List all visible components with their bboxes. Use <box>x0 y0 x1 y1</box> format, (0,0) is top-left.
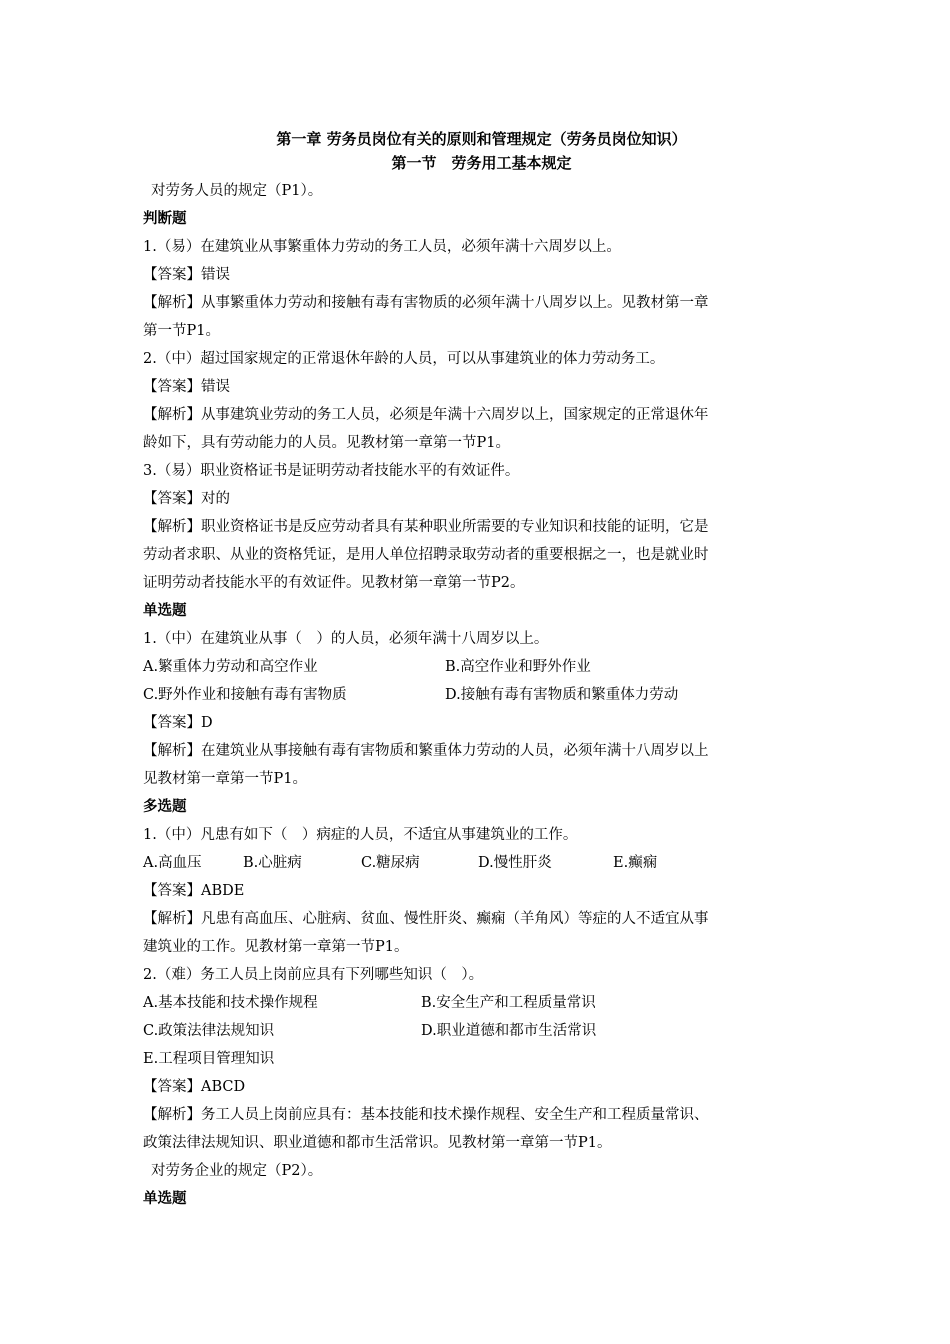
multi-q1: 1.（中）凡患有如下（ ）病症的人员，不适宜从事建筑业的工作。 <box>143 827 578 843</box>
judge-a3: 【答案】对的 <box>143 491 230 507</box>
option-c: C.糖尿病 <box>361 855 420 871</box>
option-d: D.职业道德和都市生活常识 <box>421 1023 597 1039</box>
multi-e2-line2: 政策法律法规知识、职业道德和都市生活常识。见教材第一章第一节P1。 <box>143 1135 612 1151</box>
multi-q2-options-row1 <box>143 989 830 1017</box>
judge-e1-line1: 【解析】从事繁重体力劳动和接触有毒有害物质的必须年满十八周岁以上。见教材第一章 <box>143 295 709 311</box>
intro-enterprises: 对劳务企业的规定（P2）。 <box>151 1163 323 1179</box>
judge-q3: 3.（易）职业资格证书是证明劳动者技能水平的有效证件。 <box>143 463 520 479</box>
single-q1-options-row1 <box>143 653 830 681</box>
multi-e1-line1: 【解析】凡患有高血压、心脏病、贫血、慢性肝炎、癫痫（羊角风）等症的人不适宜从事 <box>143 911 709 927</box>
judge-q2: 2.（中）超过国家规定的正常退休年龄的人员，可以从事建筑业的体力劳动务工。 <box>143 351 665 367</box>
single-heading-2: 单选题 <box>143 1191 187 1207</box>
multi-q2-option-e: E.工程项目管理知识 <box>143 1051 275 1067</box>
judge-e2-line1: 【解析】从事建筑业劳动的务工人员，必须是年满十六周岁以上，国家规定的正常退休年 <box>143 407 709 423</box>
judge-q1: 1.（易）在建筑业从事繁重体力劳动的务工人员，必须年满十六周岁以上。 <box>143 239 621 255</box>
judge-e2-line2: 龄如下，具有劳动能力的人员。见教材第一章第一节P1。 <box>143 435 510 451</box>
judge-heading: 判断题 <box>143 211 187 227</box>
judge-e1-line2: 第一节P1。 <box>143 323 220 339</box>
option-b: B.安全生产和工程质量常识 <box>421 995 596 1011</box>
option-e: E.癫痫 <box>613 855 658 871</box>
chapter-title: 第一章 劳务员岗位有关的原则和管理规定（劳务员岗位知识） <box>276 130 687 148</box>
judge-e3-line2: 劳动者求职、从业的资格凭证，是用人单位招聘录取劳动者的重要根据之一，也是就业时 <box>143 547 709 563</box>
single-e1-line1: 【解析】在建筑业从事接触有毒有害物质和繁重体力劳动的人员，必须年满十八周岁以上 <box>143 743 709 759</box>
multi-a2: 【答案】ABCD <box>143 1079 246 1095</box>
single-heading: 单选题 <box>143 603 187 619</box>
option-a: A.繁重体力劳动和高空作业 <box>143 659 318 675</box>
single-a1: 【答案】D <box>143 715 213 731</box>
option-a: A.高血压 <box>143 855 202 871</box>
multi-a1: 【答案】ABDE <box>143 883 245 899</box>
multi-q2: 2.（难）务工人员上岗前应具有下列哪些知识（ ）。 <box>143 967 484 983</box>
multi-e1-line2: 建筑业的工作。见教材第一章第一节P1。 <box>143 939 409 955</box>
option-b: B.高空作业和野外作业 <box>445 659 591 675</box>
section-title: 第一节 劳务用工基本规定 <box>391 154 572 172</box>
single-e1-line2: 见教材第一章第一节P1。 <box>143 771 307 787</box>
judge-a2: 【答案】错误 <box>143 379 230 395</box>
single-q1-options-row2 <box>143 681 830 709</box>
option-a: A.基本技能和技术操作规程 <box>143 995 318 1011</box>
single-q1: 1.（中）在建筑业从事（ ）的人员，必须年满十八周岁以上。 <box>143 631 549 647</box>
option-d: D.接触有毒有害物质和繁重体力劳动 <box>445 687 679 703</box>
multi-e2-line1: 【解析】务工人员上岗前应具有：基本技能和技术操作规程、安全生产和工程质量常识、 <box>143 1107 709 1123</box>
option-d: D.慢性肝炎 <box>478 855 552 871</box>
judge-e3-line1: 【解析】职业资格证书是反应劳动者具有某种职业所需要的专业知识和技能的证明，它是 <box>143 519 709 535</box>
option-c: C.政策法律法规知识 <box>143 1023 275 1039</box>
judge-e3-line3: 证明劳动者技能水平的有效证件。见教材第一章第一节P2。 <box>143 575 525 591</box>
intro-workers: 对劳务人员的规定（P1）。 <box>151 183 323 199</box>
judge-a1: 【答案】错误 <box>143 267 230 283</box>
option-c: C.野外作业和接触有毒有害物质 <box>143 687 347 703</box>
option-b: B.心脏病 <box>243 855 302 871</box>
multi-q1-options <box>143 849 830 877</box>
multi-heading: 多选题 <box>143 799 187 815</box>
multi-q2-options-row2 <box>143 1017 830 1045</box>
